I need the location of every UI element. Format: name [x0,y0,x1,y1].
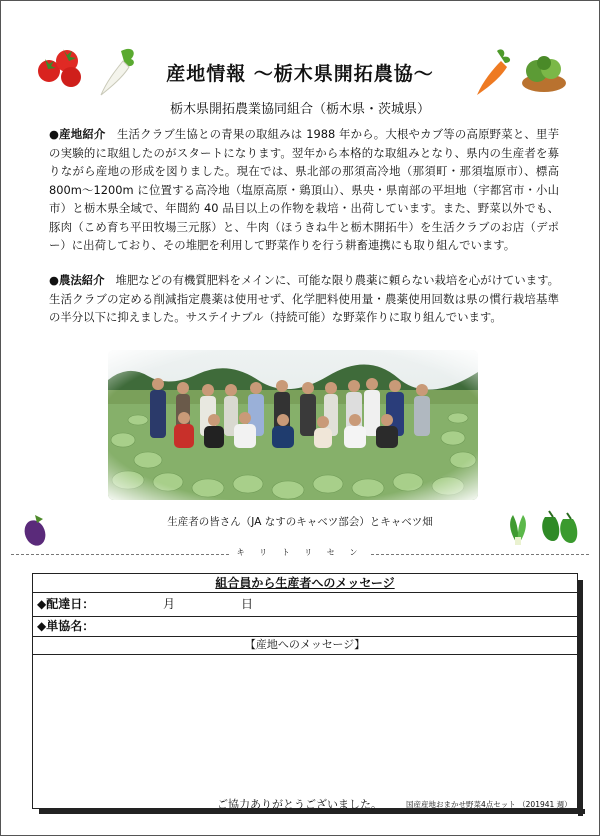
set-label: 国産産地おまかせ野菜4点セット （201941 週） [406,800,572,809]
section-farming-method [49,271,559,327]
coop-name-label: ◆単協名： [37,619,95,633]
photo-caption: 生産者の皆さん（JA なすのキャベツ部会）とキャベツ畑 [167,516,433,528]
message-form [32,573,578,809]
producers-cabbage-field-photo [108,350,478,500]
message-label: 【産地へのメッセージ】 [33,636,577,655]
section-heading: ●産地紹介 [49,127,106,141]
coop-name-row [33,616,577,637]
day-label: 日 [241,597,254,611]
section-body: 堆肥などの有機質肥料をメインに、可能な限り農薬に頼らない栽培を心がけています。生活クラブの定める削減指定農薬は使用せず、化学肥料使用量・農薬使用回数は県の慣行栽培基準の半分以下に抑えました。サステイナブル（持続可能）な野菜作りに取り組んでいます。 [49,273,559,324]
section-origin [49,125,559,255]
month-label: 月 [163,597,176,611]
message-area[interactable] [33,654,577,808]
delivery-date-label: ◆配達日： [37,597,95,611]
page-subtitle: 栃木県開拓農業協同組合（栃木県・茨城県） [169,102,430,117]
form-shadow-right [578,580,583,816]
section-heading: ●農法紹介 [49,273,105,287]
cut-line-label: キ リ ト リ セ ン [1,547,599,558]
thanks-message: ご協力ありがとうございました。 [217,798,382,811]
section-body: 生活クラブ生協との青果の取組みは 1988 年から。大根やカブ等の高原野菜と、里芋の実験的に取組したのがスタートになります。翌年から本格的な取組みとなり、県内の生産者を募りながら産地の形成を図りました。現在では、県北部の那須高冷地（那須町・那須塩原市）、標高 800m〜1200m に位置する高冷地（塩原高原・鶏頂山）、県央・県南部の平坦地（宇都宮市・小山市）と栃木県全域で、年間約 40 品目以上の作物を栽培・出荷しています。また、野菜以外でも、豚肉（こめ育ち平田牧場三元豚）と、牛肉（ほうきね牛と栃木開拓牛）を生活クラブのお店（デポー）に出荷しており、その堆肥を利用して野菜作りを行う耕畜連携にも取り組んでいます。 [49,127,559,252]
leafy-greens-icon [505,511,531,547]
green-pepper-icon [537,507,583,547]
form-title: 組合員から生産者へのメッセージ [33,574,577,593]
eggplant-icon [21,511,51,547]
delivery-date-row [33,592,577,617]
page-title: 産地情報 〜栃木県開拓農協〜 [166,63,434,85]
